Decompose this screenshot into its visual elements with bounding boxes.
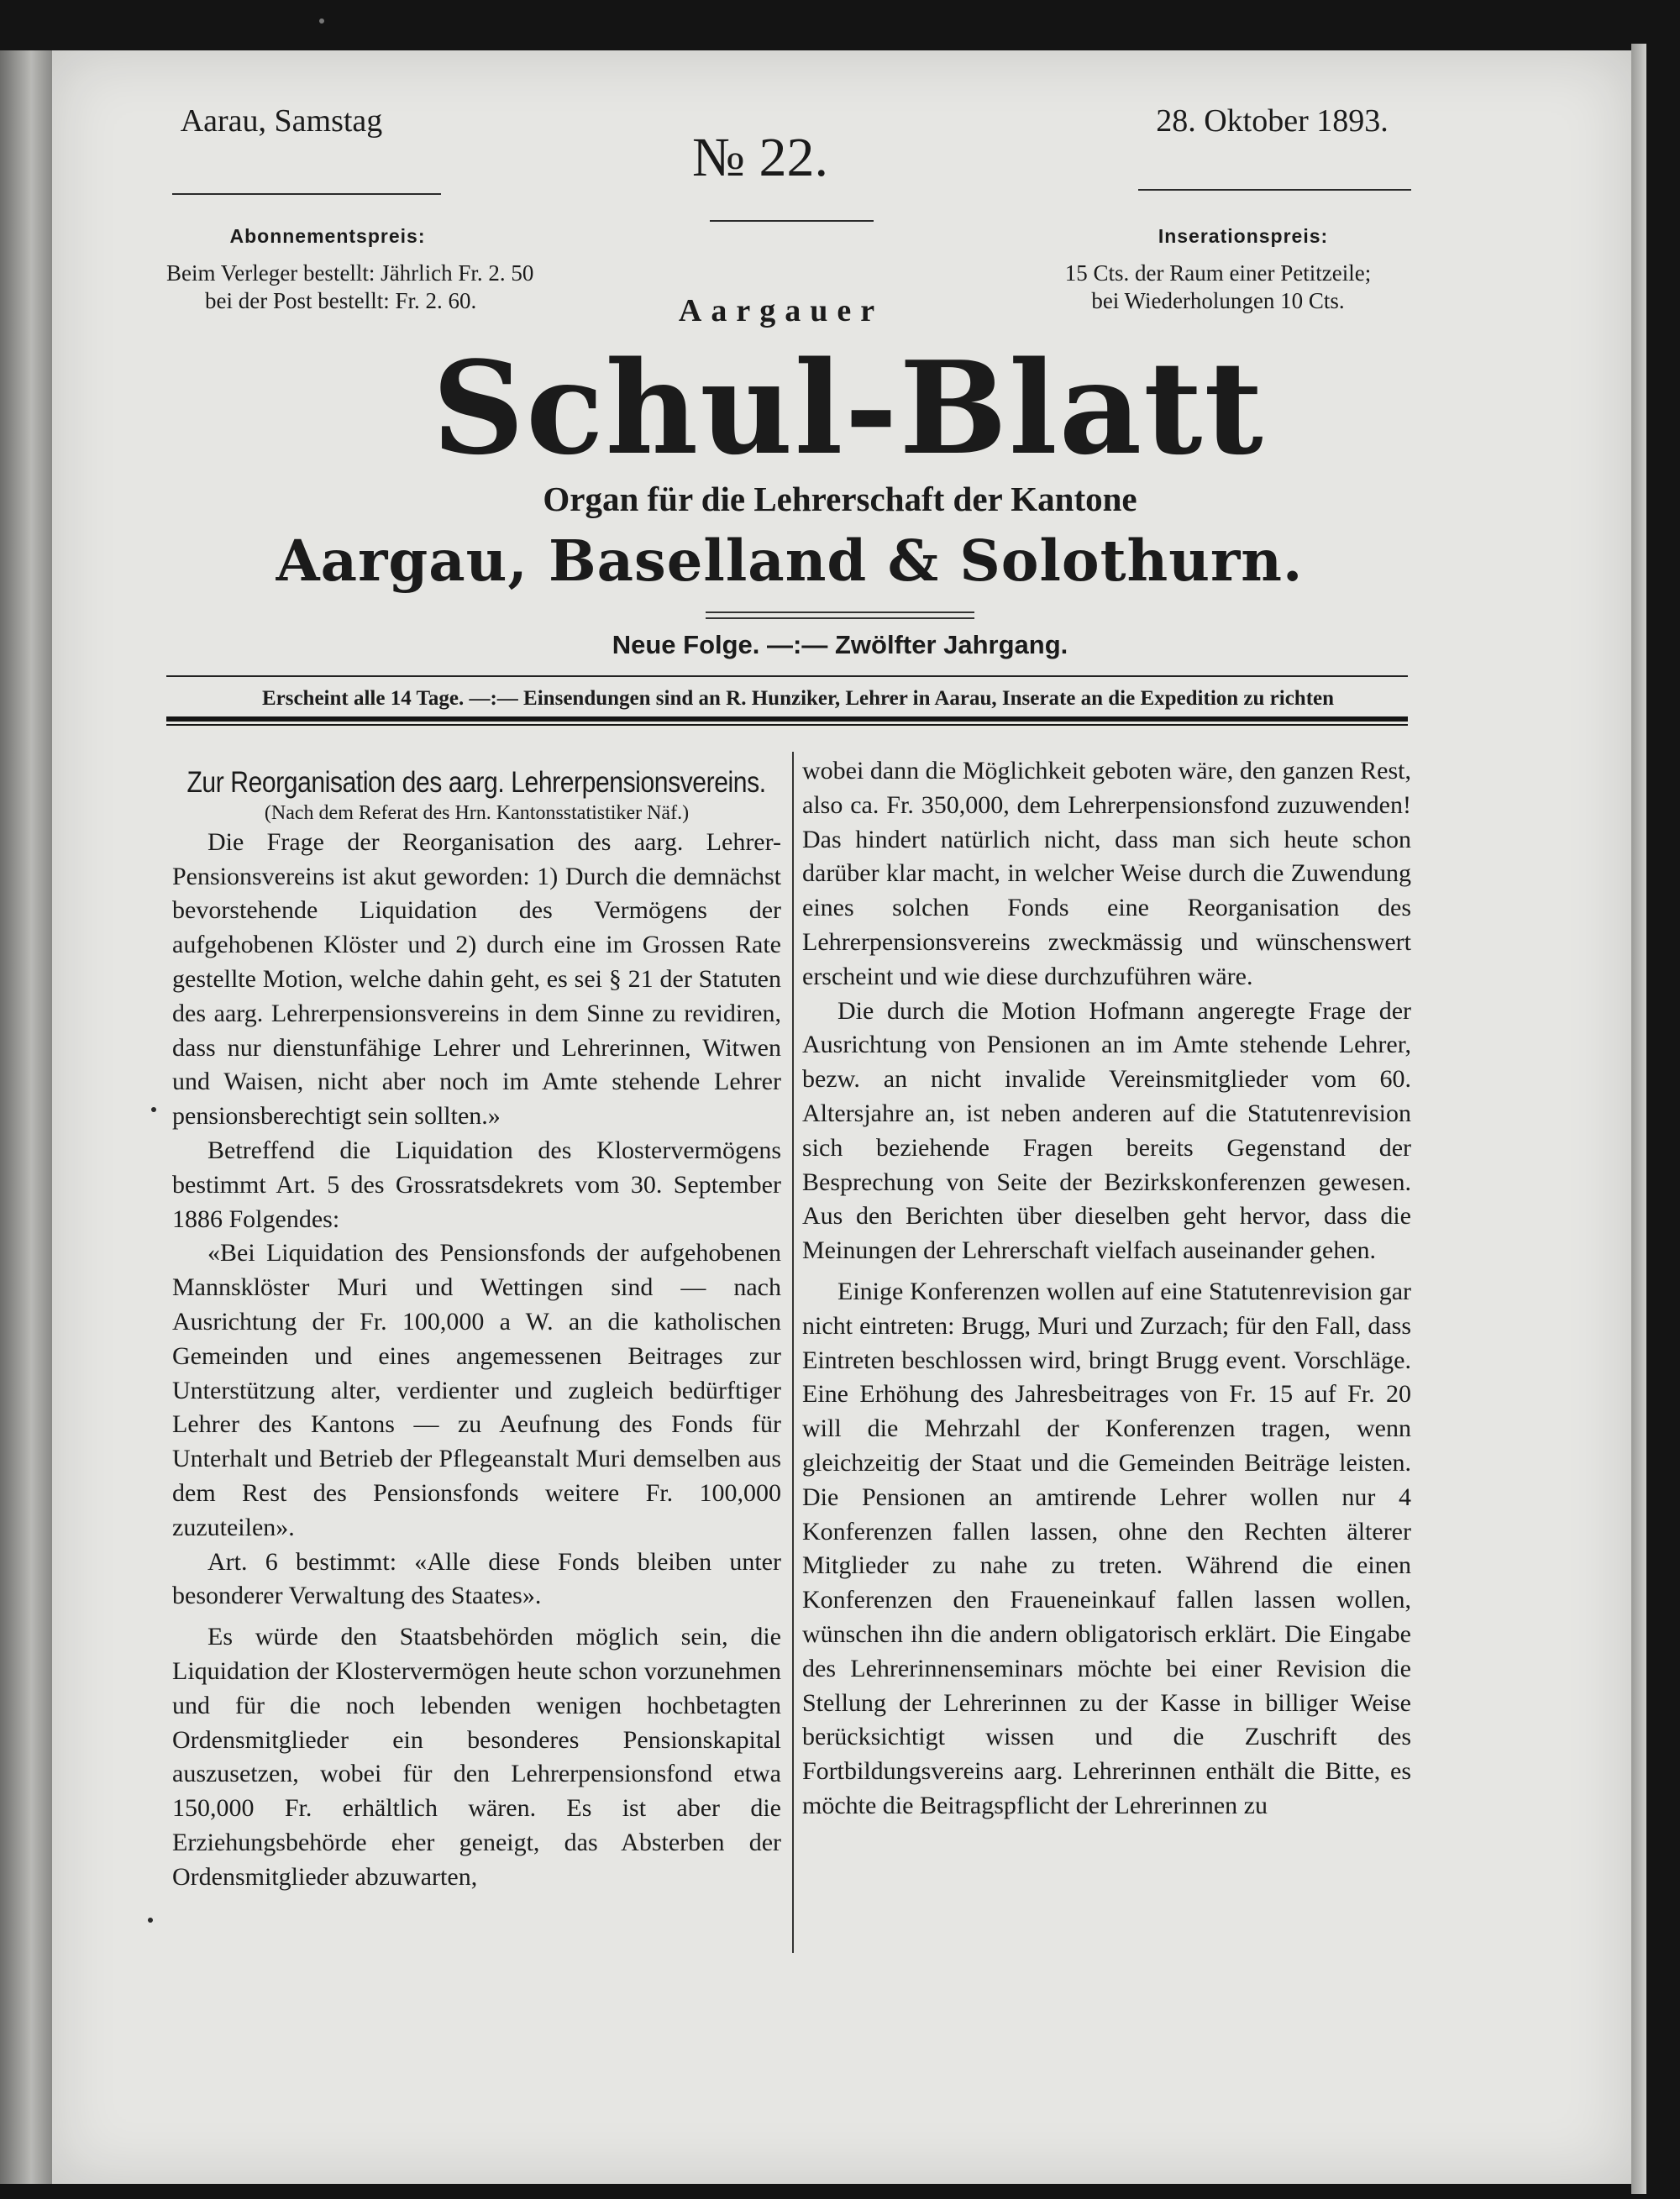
issue-date: 28. Oktober 1893. — [1156, 103, 1389, 139]
ornament-rule-1 — [706, 611, 974, 613]
paragraph-2: Betreffend die Liquidation des Klostervermögens bestimmt Art. 5 des Grossratsdekrets vom 30. September 1886 Folgendes: — [172, 1136, 781, 1233]
paragraph-5: Es würde den Staatsbehörden möglich sein, die Liquidation der Klostervermögen heute schon vorzunehmen und für die noch lebenden wenigen hochbetagten Ordensmitglieder ein besonderes Pensionskapital auszusetzen, wobei für den Lehrerpensionsfond etwa 150,000 Fr. erhältlich wären. Es ist aber die Erziehungsbehörde eher geneigt, das Absterben der Ordensmitglieder abzuwarten, — [172, 1623, 781, 1891]
notice-rule-top — [166, 675, 1408, 677]
issue-number: № 22. — [692, 127, 828, 188]
ornament-rule-2 — [706, 617, 974, 619]
print-speck — [148, 1918, 153, 1923]
left-column — [172, 766, 781, 1895]
subscription-line-1: Beim Verleger bestellt: Jährlich Fr. 2. 50 — [166, 260, 534, 286]
page-edge — [1631, 44, 1646, 2194]
paragraph-3: «Bei Liquidation des Pensionsfonds der aufgehobenen Mannsklöster Muri und Wettingen sind — nach Ausrichtung der Fr. 100,000 a W. an die katholischen Gemeinden und eines angemessenen Beitrages zur Unterstützung alter, verdienter und zugleich bedürftiger Lehrer des Kantons — zu Aeufnung des Fonds für Unterhalt und Betrieb der Pflegeanstalt Muri demselben aus dem Rest des Pensionsfonds weitere Fr. 100,000 zuzuteilen». — [172, 1239, 781, 1541]
series-line: Neue Folge. —:— Zwölfter Jahrgang. — [612, 630, 1068, 659]
paragraph-8: Einige Konferenzen wollen auf eine Statutenrevision gar nicht eintreten: Brugg, Muri und Zurzach; für den Fall, dass Eintreten beschlossen wird, bringt Brugg event. Vorschläge. Eine Erhöhung des Jahresbeitrages von Fr. 15 auf Fr. 20 will die Mehrzahl der Konferenzen tragen, wenn gleichzeitig der Staat und die Gemeinden Beiträge leisten. Die Pensionen an amtirende Lehrer wollen nur 4 Konferenzen fallen lassen, ohne den Rechten älterer Mitglieder zu nahe zu treten. Während die einen Konferenzen den Fraueneinkauf fallen lassen wollen, wünschen ihn die andern obligatorisch erklärt. Die Eingabe des Lehrerinnenseminars möchte bei einer Revision die Stellung der Lehrerinnen zu der Kasse in billiger Weise berücksichtigt wissen und die Zuschrift des Fortbildungsvereins aarg. Lehrerinnen enthält die Bitte, es möchte die Beitragspflicht der Lehrerinnen zu — [802, 1277, 1411, 1819]
article-subtitle: (Nach dem Referat des Hrn. Kantonsstatistiker Näf.) — [264, 801, 690, 824]
book-spine — [0, 50, 52, 2184]
publication-notice: Erscheint alle 14 Tage. —:— Einsendungen sind an R. Hunziker, Lehrer in Aarau, Inserate an die Expedition zu richten — [261, 687, 1335, 710]
article-title: Zur Reorganisation des aarg. Lehrerpensionsvereins. — [186, 766, 766, 799]
masthead-kicker: Aargauer — [678, 293, 885, 328]
insertion-line-1: 15 Cts. der Raum einer Petitzeile; — [1064, 260, 1372, 286]
rule-left — [172, 193, 441, 195]
print-speck — [151, 1107, 156, 1112]
paragraph-7: Die durch die Motion Hofmann angeregte Frage der Ausrichtung von Pensionen an im Amte stehende Lehrer, bezw. an nicht invalide Vereinsmitglieder vom 60. Altersjahre an, ist neben anderen auf die Statutenrevision sich beziehende Fragen bereits Gegenstand der Besprechung von Seite der Bezirkskonferenzen gewesen. Aus den Berichten über dieselben geht hervor, dass die Meinungen der Lehrerschaft vielfach auseinander gehen. — [802, 996, 1411, 1265]
place-date: Aarau, Samstag — [180, 103, 383, 139]
rule-right — [1138, 189, 1411, 191]
print-speck — [319, 18, 324, 24]
masthead-title: Schul-Blatt — [432, 333, 1265, 483]
rule-center — [710, 220, 874, 222]
subscription-heading: Abonnementspreis: — [229, 225, 426, 247]
right-column — [802, 754, 1411, 1824]
cantons-line: Aargau, Baselland & Solothurn. — [276, 527, 1304, 594]
notice-rule-bottom-thin — [166, 724, 1408, 726]
paragraph-1: Die Frage der Reorganisation des aarg. Lehrer-Pensionsvereins ist akut geworden: 1) Durch die demnächst bevorstehende Liquidation des Vermögens der aufgehobenen Klöster und 2) durch eine im Grossen Rate gestellte Motion, welche dahin geht, es sei § 21 der Statuten des aarg. Lehrerpensionsvereins in dem Sinne zu revidiren, dass nur dienstunfähige Lehrer und Lehrerinnen, Witwen und Waisen, nicht aber noch im Amte stehende Lehrer pensionsberechtigt sein sollten.» — [172, 827, 781, 1131]
insertion-heading: Inserationspreis: — [1158, 225, 1329, 247]
subscription-line-2: bei der Post bestellt: Fr. 2. 60. — [205, 288, 477, 313]
paragraph-6: wobei dann die Möglichkeit geboten wäre, den ganzen Rest, also ca. Fr. 350,000, dem Lehrerpensionsfond zuzuwenden! Das hindert natürlich nicht, dass man sich heute schon darüber klar macht, in welcher Weise durch die Zuwendung eines solchen Fonds eine Reorganisation des Lehrerpensionsvereins zweckmässig und wünschenswert erscheint und wie diese durchzuführen wäre. — [802, 757, 1411, 990]
paragraph-4: Art. 6 bestimmt: «Alle diese Fonds bleiben unter besonderer Verwaltung des Staates». — [172, 1547, 781, 1610]
organ-line: Organ für die Lehrerschaft der Kantone — [543, 480, 1137, 518]
column-divider — [792, 752, 794, 1953]
notice-rule-bottom — [166, 716, 1408, 722]
insertion-line-2: bei Wiederholungen 10 Cts. — [1091, 288, 1345, 313]
